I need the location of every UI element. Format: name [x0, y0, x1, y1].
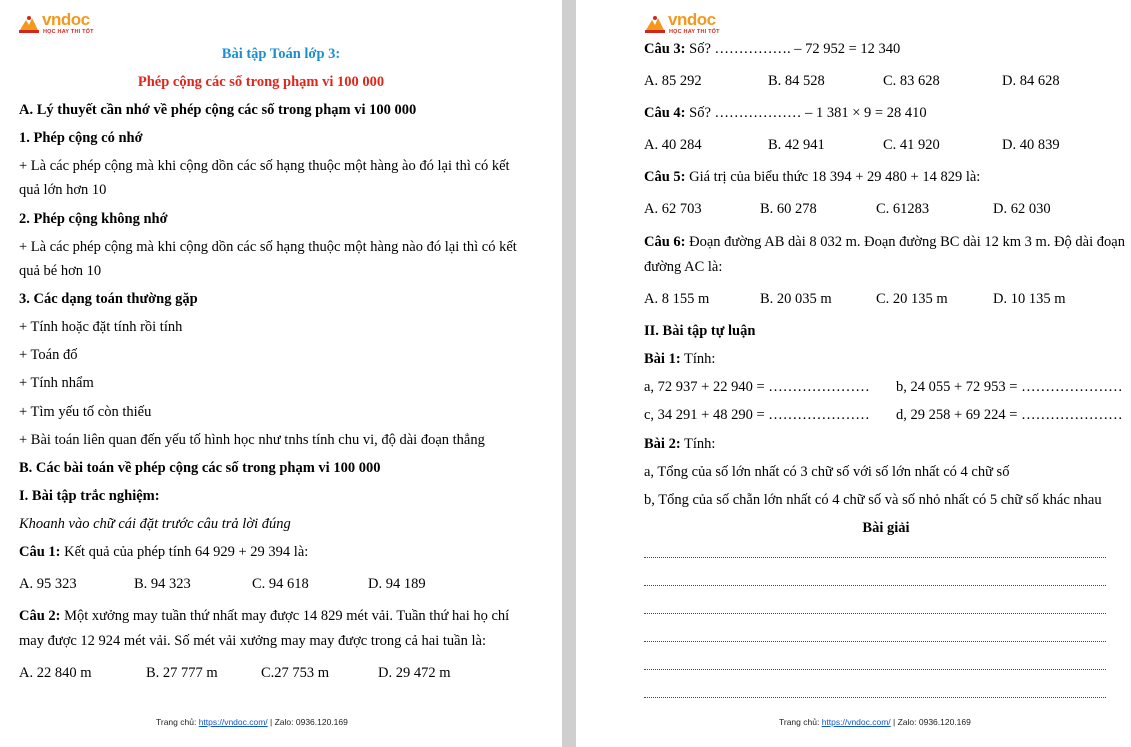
question-text: Một xưởng may tuần thứ nhất may được 14 829 mét vải. Tuần thứ hai họ chí — [60, 608, 510, 624]
question-text: Số? ……………… – 1 381 × 9 = 28 410 — [685, 105, 927, 121]
logo-tagline: HỌC HAY THI TỐT — [43, 29, 94, 35]
answer-line — [644, 613, 1106, 614]
question-text: Giá trị của biểu thức 18 394 + 29 480 + 14 829 là: — [685, 169, 981, 185]
answer-option: C. 20 135 m — [876, 291, 948, 307]
page-footer — [156, 717, 348, 727]
question-1 — [19, 543, 308, 561]
question-6 — [644, 233, 1125, 251]
section-ii-heading: II. Bài tập tự luận — [644, 323, 756, 339]
exercise-text: Tính: — [680, 436, 716, 452]
exercise-item: b, Tổng của số chẵn lớn nhất có 4 chữ số và số nhỏ nhất có 5 chữ số khác nhau — [644, 492, 1102, 508]
worksheet-subtitle: Phép cộng các số trong phạm vi 100 000 — [137, 74, 385, 90]
answer-option: A. 62 703 — [644, 201, 702, 217]
question-text: Số? ……………. – 72 952 = 12 340 — [685, 41, 901, 57]
vndoc-logo — [644, 12, 754, 40]
answer-option: A. 95 323 — [19, 576, 77, 592]
logo-wordmark: vndoc — [42, 10, 90, 29]
answer-option: D. 62 030 — [993, 201, 1051, 217]
footer-prefix: Trang chủ: — [156, 717, 199, 727]
answer-option: B. 60 278 — [760, 201, 817, 217]
list-item: + Tính nhẩm — [19, 375, 94, 391]
exercise-item: a, 72 937 + 22 940 = ………………… — [644, 379, 870, 395]
vndoc-logo — [18, 12, 128, 40]
answer-option: B. 42 941 — [768, 137, 825, 153]
exercise-2-heading — [644, 435, 715, 453]
answer-option: D. 84 628 — [1002, 73, 1060, 89]
list-item: + Bài toán liên quan đến yếu tố hình học như tnhs tính chu vi, độ dài đoạn thẳng — [19, 432, 485, 448]
heading-addition-carry: 1. Phép cộng có nhớ — [19, 130, 143, 146]
section-b-heading: B. Các bài toán về phép cộng các số trong phạm vi 100 000 — [19, 460, 381, 476]
answer-option: D. 10 135 m — [993, 291, 1066, 307]
footer-home-link[interactable]: https://vndoc.com/ — [198, 717, 268, 727]
document-page-2 — [576, 0, 1131, 747]
answer-option: A. 85 292 — [644, 73, 702, 89]
solution-title: Bài giải — [862, 520, 910, 536]
answer-option: B. 27 777 m — [146, 665, 218, 681]
paragraph-no-carry-line1: + Là các phép cộng mà khi cộng dồn các số hạng thuộc một hàng nào đó lại thì có kết — [19, 239, 517, 255]
question-label: Câu 6: — [644, 234, 686, 250]
answer-option: C. 61283 — [876, 201, 930, 217]
exercise-item: c, 34 291 + 48 290 = ………………… — [644, 407, 870, 423]
exercise-label: Bài 2: — [644, 436, 681, 452]
page-footer — [779, 717, 971, 727]
question-label: Câu 2: — [19, 608, 61, 624]
footer-home-link[interactable]: https://vndoc.com/ — [821, 717, 891, 727]
question-2 — [19, 607, 509, 625]
question-text: Đoạn đường AB dài 8 032 m. Đoạn đường BC dài 12 km 3 m. Độ dài đoạn — [685, 234, 1125, 250]
answer-line — [644, 669, 1106, 670]
section-i-heading: I. Bài tập trắc nghiệm: — [19, 488, 160, 504]
exercise-item: d, 29 258 + 69 224 = ………………… — [896, 407, 1123, 423]
answer-option: B. 84 528 — [768, 73, 825, 89]
list-item: + Toán đố — [19, 347, 78, 363]
heading-problem-types: 3. Các dạng toán thường gặp — [19, 291, 198, 307]
question-3 — [644, 40, 900, 58]
section-a-heading: A. Lý thuyết cần nhớ về phép cộng các số trong phạm vi 100 000 — [19, 102, 417, 118]
exercise-item: b, 24 055 + 72 953 = ………………… — [896, 379, 1123, 395]
answer-option: D. 29 472 m — [378, 665, 451, 681]
document-page-1 — [0, 0, 562, 747]
answer-option: A. 40 284 — [644, 137, 702, 153]
paragraph-carry-line2: quả lớn hơn 10 — [19, 182, 107, 198]
exercise-label: Bài 1: — [644, 351, 681, 367]
answer-option: C. 83 628 — [883, 73, 940, 89]
answer-option: C. 41 920 — [883, 137, 940, 153]
answer-option: B. 20 035 m — [760, 291, 832, 307]
logo-tagline: HỌC HAY THI TỐT — [669, 29, 720, 35]
question-5 — [644, 168, 980, 186]
question-6-line2: đường AC là: — [644, 259, 723, 275]
page-gutter — [562, 0, 576, 747]
question-2-line2: may được 12 924 mét vải. Số mét vải xưởng may may được trong cả hai tuần là: — [19, 633, 486, 649]
logo-icon — [18, 14, 40, 34]
exercise-1-heading — [644, 350, 715, 368]
footer-prefix: Trang chủ: — [779, 717, 822, 727]
list-item: + Tìm yếu tố còn thiếu — [19, 404, 152, 420]
exercise-item: a, Tổng của số lớn nhất có 3 chữ số với số lớn nhất có 4 chữ số — [644, 464, 1010, 480]
question-label: Câu 4: — [644, 105, 686, 121]
footer-suffix: | Zalo: 0936.120.169 — [267, 717, 348, 727]
footer-suffix: | Zalo: 0936.120.169 — [890, 717, 971, 727]
answer-option: A. 8 155 m — [644, 291, 710, 307]
instruction-text: Khoanh vào chữ cái đặt trước câu trả lời đúng — [19, 516, 291, 532]
question-4 — [644, 104, 927, 122]
exercise-text: Tính: — [680, 351, 716, 367]
question-label: Câu 5: — [644, 169, 686, 185]
answer-line — [644, 585, 1106, 586]
answer-option: B. 94 323 — [134, 576, 191, 592]
logo-icon — [644, 14, 666, 34]
answer-option: C. 94 618 — [252, 576, 309, 592]
answer-option: D. 94 189 — [368, 576, 426, 592]
answer-option: A. 22 840 m — [19, 665, 92, 681]
list-item: + Tính hoặc đặt tính rồi tính — [19, 319, 183, 335]
paragraph-carry-line1: + Là các phép cộng mà khi cộng dồn các số hạng thuộc một hàng ào đó lại thì có kết — [19, 158, 510, 174]
answer-option: C.27 753 m — [261, 665, 330, 681]
paragraph-no-carry-line2: quả bé hơn 10 — [19, 263, 102, 279]
heading-addition-no-carry: 2. Phép cộng không nhớ — [19, 211, 168, 227]
answer-option: D. 40 839 — [1002, 137, 1060, 153]
answer-line — [644, 557, 1106, 558]
logo-wordmark: vndoc — [668, 10, 716, 29]
answer-line — [644, 641, 1106, 642]
question-label: Câu 1: — [19, 544, 61, 560]
answer-line — [644, 697, 1106, 698]
question-text: Kết quả của phép tính 64 929 + 29 394 là: — [60, 544, 309, 560]
worksheet-title: Bài tập Toán lớp 3: — [221, 46, 341, 62]
question-label: Câu 3: — [644, 41, 686, 57]
